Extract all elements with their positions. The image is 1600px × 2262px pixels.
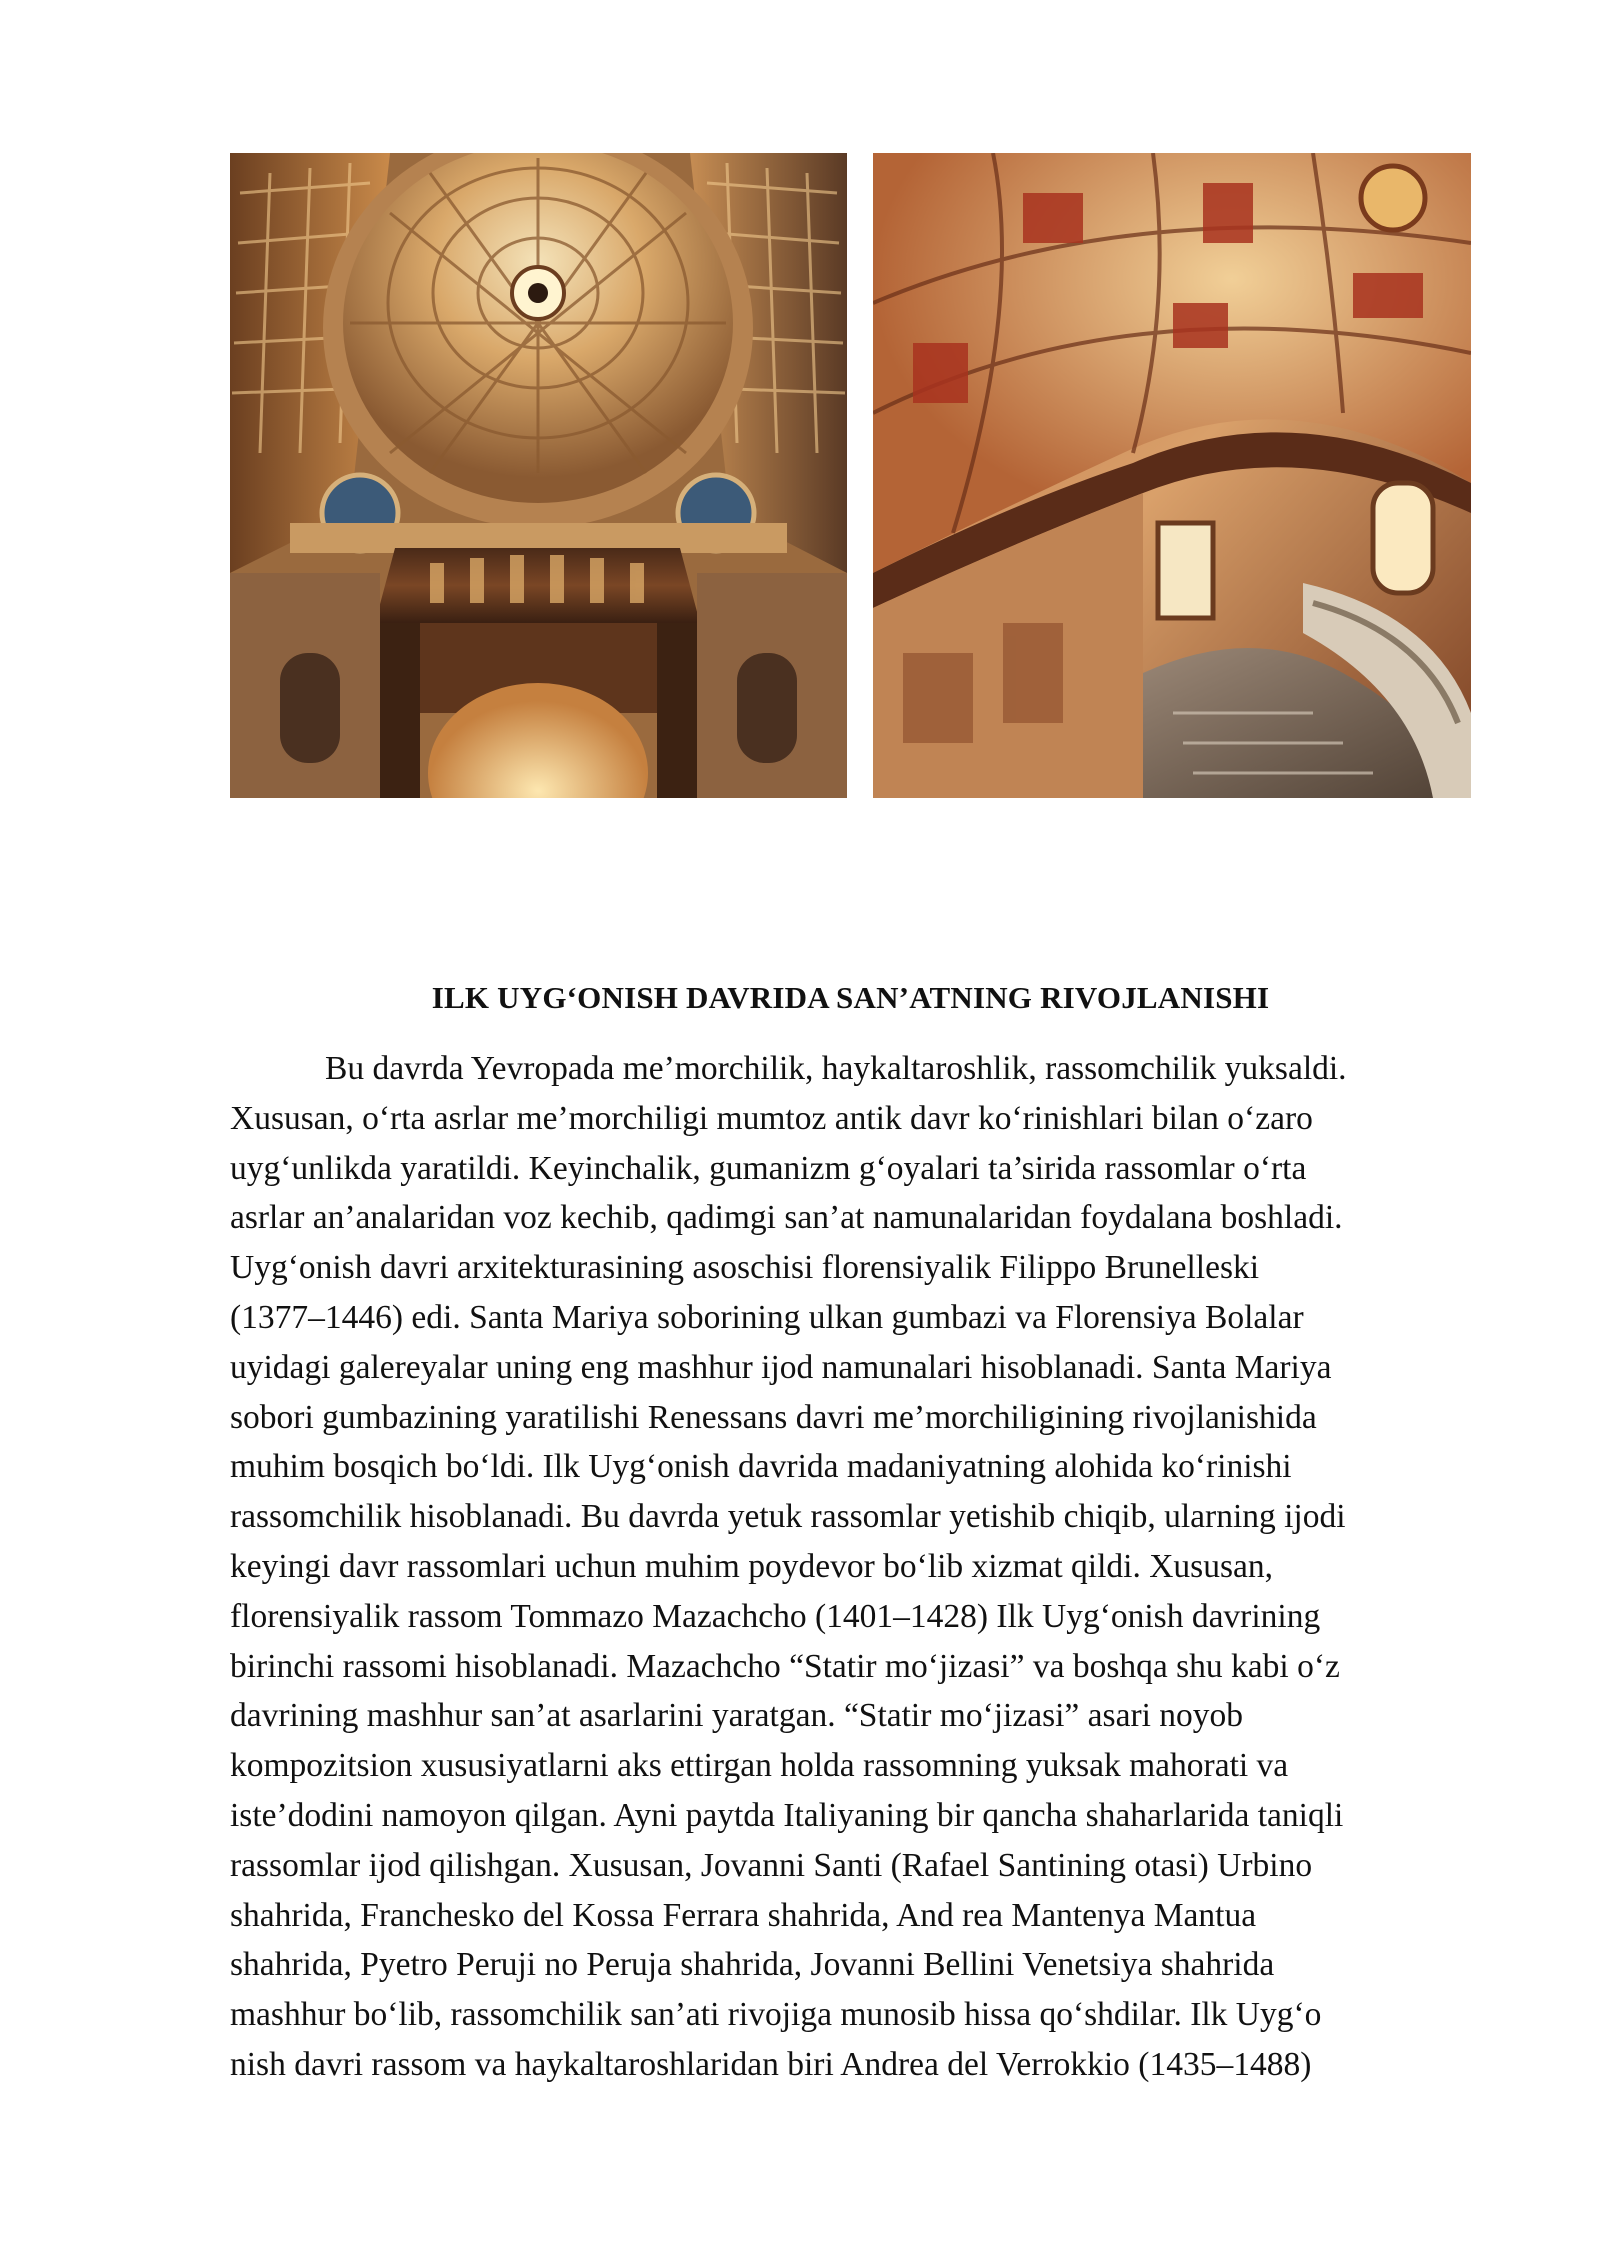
body-paragraph — [230, 1044, 1492, 2090]
paragraph-line: rassomchilik hisoblanadi. Bu davrda yetuk rassomlar yetishib chiqib, ularning ijodi — [230, 1498, 1346, 1536]
painted-vault-staircase-photo — [873, 153, 1471, 798]
paragraph-line: nish davri rassom va haykaltaroshlaridan biri Andrea del Verrokkio (1435–1488) — [230, 2045, 1312, 2083]
paragraph-line: uyidagi galereyalar uning eng mashhur ijod namunalari hisoblanadi. Santa Mariya — [230, 1348, 1332, 1386]
paragraph-line: shahrida, Franchesko del Kossa Ferrara shahrida, And rea Mantenya Mantua — [230, 1896, 1257, 1934]
paragraph-line: iste’dodini namoyon qilgan. Ayni paytda Italiyaning bir qancha shaharlarida taniqli — [230, 1796, 1344, 1834]
paragraph-line: shahrida, Pyetro Peruji no Peruja shahrida, Jovanni Bellini Venetsiya shahrida — [230, 1946, 1275, 1984]
paragraph-line: Bu davrda Yevropada me’morchilik, haykaltaroshlik, rassomchilik yuksaldi. — [325, 1050, 1347, 1087]
dome-interior-photo — [230, 153, 847, 798]
paragraph-line: asrlar an’analaridan voz kechib, qadimgi san’at namunalaridan foydalana boshladi. — [230, 1199, 1343, 1237]
paragraph-line: sobori gumbazining yaratilishi Renessans davri me’morchiligining rivojlanishida — [230, 1398, 1317, 1436]
paragraph-line: muhim bosqich bo‘ldi. Ilk Uyg‘onish davrida madaniyatning alohida ko‘rinishi — [230, 1448, 1292, 1486]
dome-interior-illustration — [230, 153, 847, 798]
paragraph-line: Xususan, o‘rta asrlar me’morchiligi mumtoz antik davr ko‘rinishlari bilan o‘zaro — [230, 1099, 1313, 1137]
painted-vault-illustration — [873, 153, 1471, 798]
paragraph-line: birinchi rassomi hisoblanadi. Mazachcho “Statir mo‘jizasi” va boshqa shu kabi o‘z — [230, 1647, 1340, 1685]
paragraph-line: mashhur bo‘lib, rassomchilik san’ati rivojiga munosib hissa qo‘shdilar. Ilk Uyg‘o — [230, 1996, 1322, 2034]
paragraph-line: rassomlar ijod qilishgan. Xususan, Jovanni Santi (Rafael Santining otasi) Urbino — [230, 1846, 1313, 1884]
paragraph-line: florensiyalik rassom Tommazo Mazachcho (1401–1428) Ilk Uyg‘onish davrining — [230, 1597, 1321, 1635]
section-heading: ILK UYG‘ONISH DAVRIDA SAN’ATNING RIVOJLANISHI — [431, 980, 1270, 1015]
paragraph-line: uyg‘unlikda yaratildi. Keyinchalik, gumanizm g‘oyalari ta’sirida rassomlar o‘rta — [230, 1149, 1307, 1187]
paragraph-line: keyingi davr rassomlari uchun muhim poydevor bo‘lib xizmat qildi. Xususan, — [230, 1547, 1273, 1585]
paragraph-line: kompozitsion xususiyatlarni aks ettirgan holda rassomning yuksak mahorati va — [230, 1747, 1289, 1785]
paragraph-line: Uyg‘onish davri arxitekturasining asoschisi florensiyalik Filippo Brunelleski — [230, 1249, 1260, 1287]
paragraph-line: (1377–1446) edi. Santa Mariya soborining ulkan gumbazi va Florensiya Bolalar — [230, 1298, 1304, 1336]
paragraph-line: davrining mashhur san’at asarlarini yaratgan. “Statir mo‘jizasi” asari noyob — [230, 1697, 1244, 1735]
